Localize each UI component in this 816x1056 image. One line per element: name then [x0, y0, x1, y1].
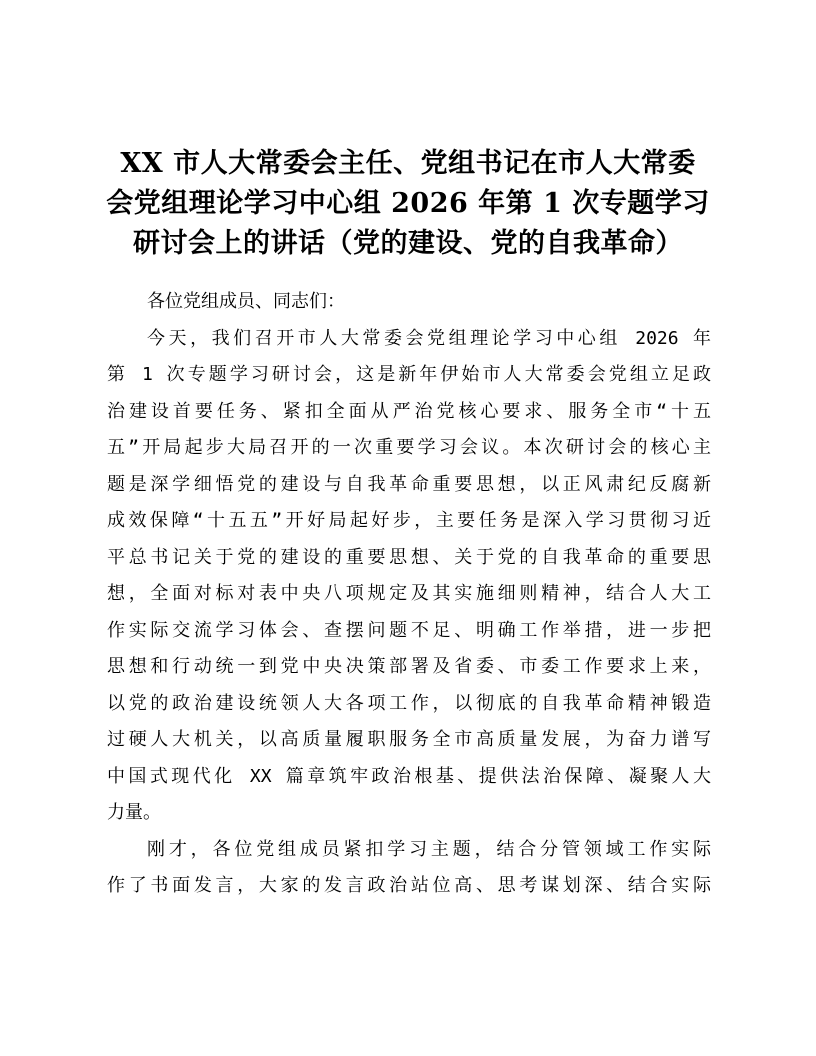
- paragraph-line: 治建设首要任务、紧扣全面从严治党核心要求、服务全市“十五: [107, 400, 711, 422]
- salutation: 各位党组成员、同志们：: [147, 291, 345, 312]
- document-body: [107, 284, 711, 905]
- paragraph-line: 作实际交流学习体会、查摆问题不足、明确工作举措，进一步把: [107, 619, 711, 641]
- paragraph-line: 五”开局起步大局召开的一次重要学习会议。本次研讨会的核心主: [107, 437, 711, 458]
- title-line: XX 市人大常委会主任、党组书记在市人大常委: [120, 148, 696, 179]
- paragraph-line: 以党的政治建设统领人大各项工作，以彻底的自我革命精神锻造: [107, 692, 711, 714]
- title-line: 研讨会上的讲话（党的建设、党的自我革命）: [133, 228, 683, 259]
- paragraph-line: 第 1 次专题学习研讨会，这是新年伊始市人大常委会党组立足政: [107, 364, 711, 385]
- paragraph-line: 平总书记关于党的建设的重要思想、关于党的自我革命的重要思: [107, 546, 711, 568]
- paragraph-line: 过硬人大机关，以高质量履职服务全市高质量发展，为奋力谱写: [107, 729, 711, 750]
- paragraph-line: 成效保障“十五五”开好局起好步，主要任务是深入学习贯彻习近: [107, 510, 711, 531]
- title-line: 会党组理论学习中心组 2026 年第 1 次专题学习: [106, 188, 710, 219]
- paragraph-line: 题是深学细悟党的建设与自我革命重要思想，以正风肃纪反腐新: [107, 473, 711, 495]
- paragraph-line: 今天，我们召开市人大常委会党组理论学习中心组 2026 年: [147, 327, 711, 349]
- paragraph-line: 想，全面对标对表中央八项规定及其实施细则精神，结合人大工: [107, 583, 711, 604]
- paragraph-line: 思想和行动统一到党中央决策部署及省委、市委工作要求上来，: [107, 656, 711, 677]
- paragraph-line: 力量。: [107, 802, 161, 823]
- document-title: [100, 144, 716, 264]
- paragraph-line: 作了书面发言，大家的发言政治站位高、思考谋划深、结合实际: [107, 875, 711, 896]
- paragraph-line: 刚才，各位党组成员紧扣学习主题，结合分管领域工作实际: [147, 838, 711, 860]
- paragraph-line: 中国式现代化 XX 篇章筑牢政治根基、提供法治保障、凝聚人大: [107, 765, 711, 787]
